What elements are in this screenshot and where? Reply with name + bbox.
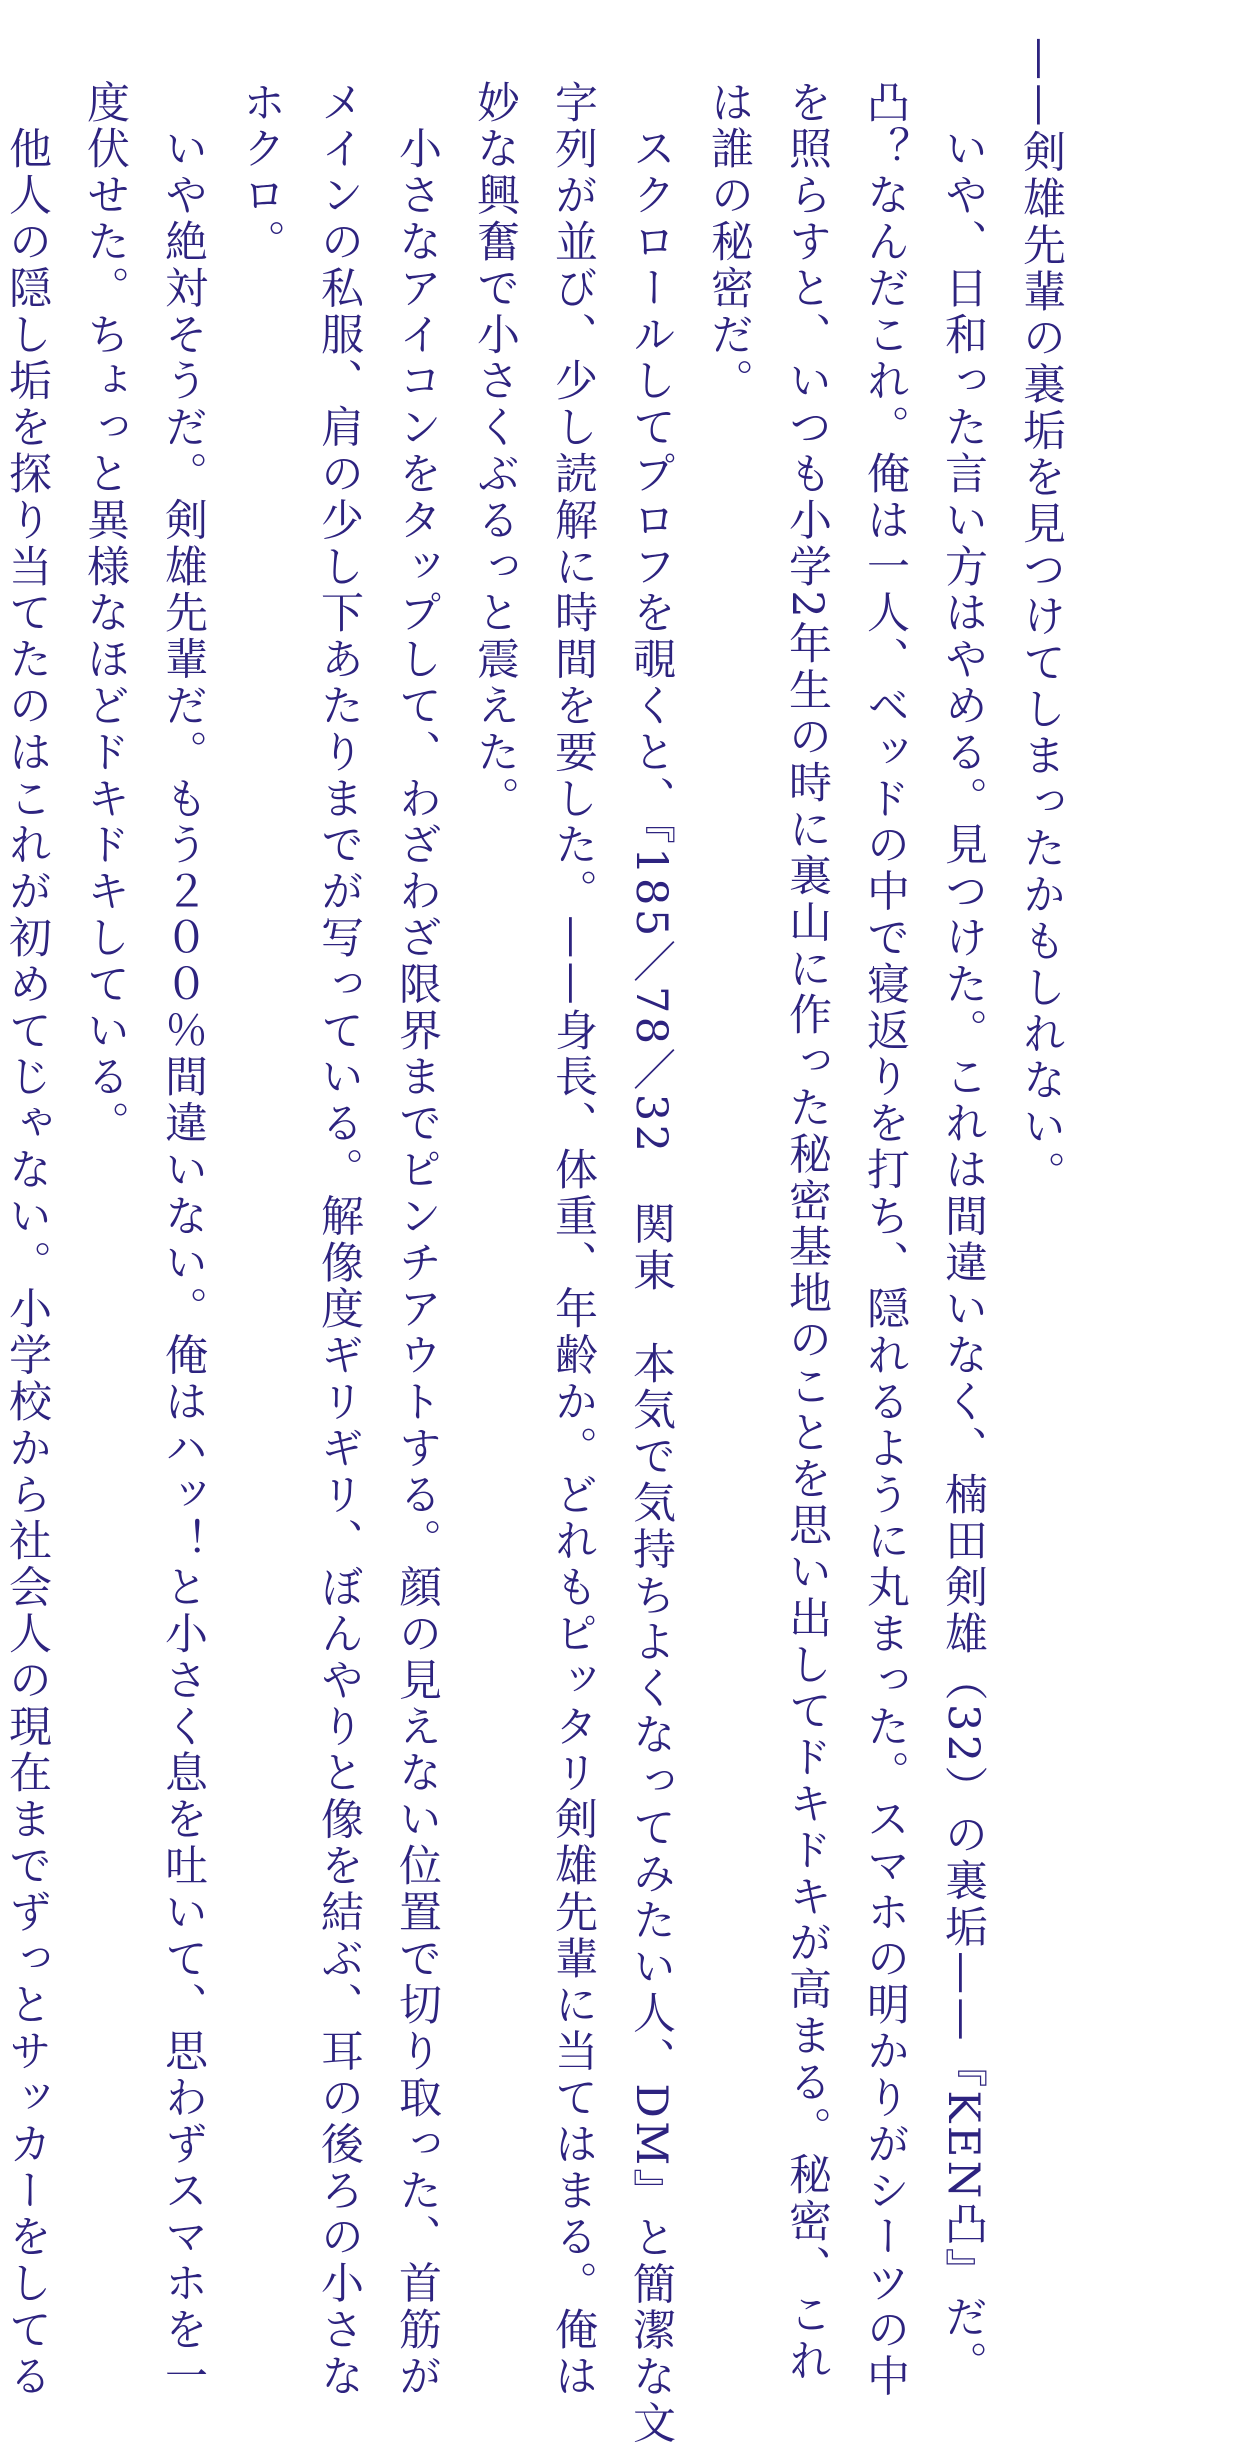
vertical-text-body — [0, 37, 1080, 2447]
text-line-1: いや、日和った言い方はやめる。見つけた。これは間違いなく、楠田剣雄（32）の裏垢——『KEN凸』だ。 — [938, 80, 988, 2388]
heading-line: ——剣雄先輩の裏垢を見つけてしまったかもしれない。 — [1016, 37, 1066, 1197]
text-line-13: 他人の隠し垢を探り当てたのはこれが初めてじゃない。小学校から社会人の現在までずっとサッカーをしてる — [2, 80, 52, 2400]
text-line-5: スクロールしてプロフを覗くと、『185／78／32 関東 本気で気持ちよくなってみたい人、DM』と簡潔な文 — [626, 80, 676, 2447]
text-line-10: ホクロ。 — [236, 80, 286, 266]
text-line-12: 度伏せた。ちょっと異様なほどドキドキしている。 — [80, 80, 130, 1148]
text-line-7: 妙な興奮で小さくぶるっと震えた。 — [470, 80, 520, 823]
text-line-3: を照らすと、いつも小学2年生の時に裏山に作った秘密基地のことを思い出してドキドキが高まる。秘密、これ — [782, 80, 832, 2385]
text-line-6: 字列が並び、少し読解に時間を要した。——身長、体重、年齢か。どれもピッタリ剣雄先輩に当てはまる。俺は — [548, 80, 598, 2400]
text-line-9: メインの私服、肩の少し下あたりまでが写っている。解像度ギリギリ、ぼんやりと像を結ぶ、耳の後ろの小さな — [314, 80, 364, 2400]
text-line-8: 小さなアイコンをタップして、わざわざ限界までピンチアウトする。顔の見えない位置で切り取った、首筋が — [392, 80, 442, 2400]
text-line-2: 凸？なんだこれ。俺は一人、ベッドの中で寝返りを打ち、隠れるように丸まった。スマホの明かりがシーツの中 — [860, 80, 910, 2400]
text-line-4: は誰の秘密だ。 — [704, 80, 754, 405]
text-line-11: いや絶対そうだ。剣雄先輩だ。もう２００％間違いない。俺はハッ！と小さく息を吐いて、思わずスマホを一 — [158, 80, 208, 2400]
